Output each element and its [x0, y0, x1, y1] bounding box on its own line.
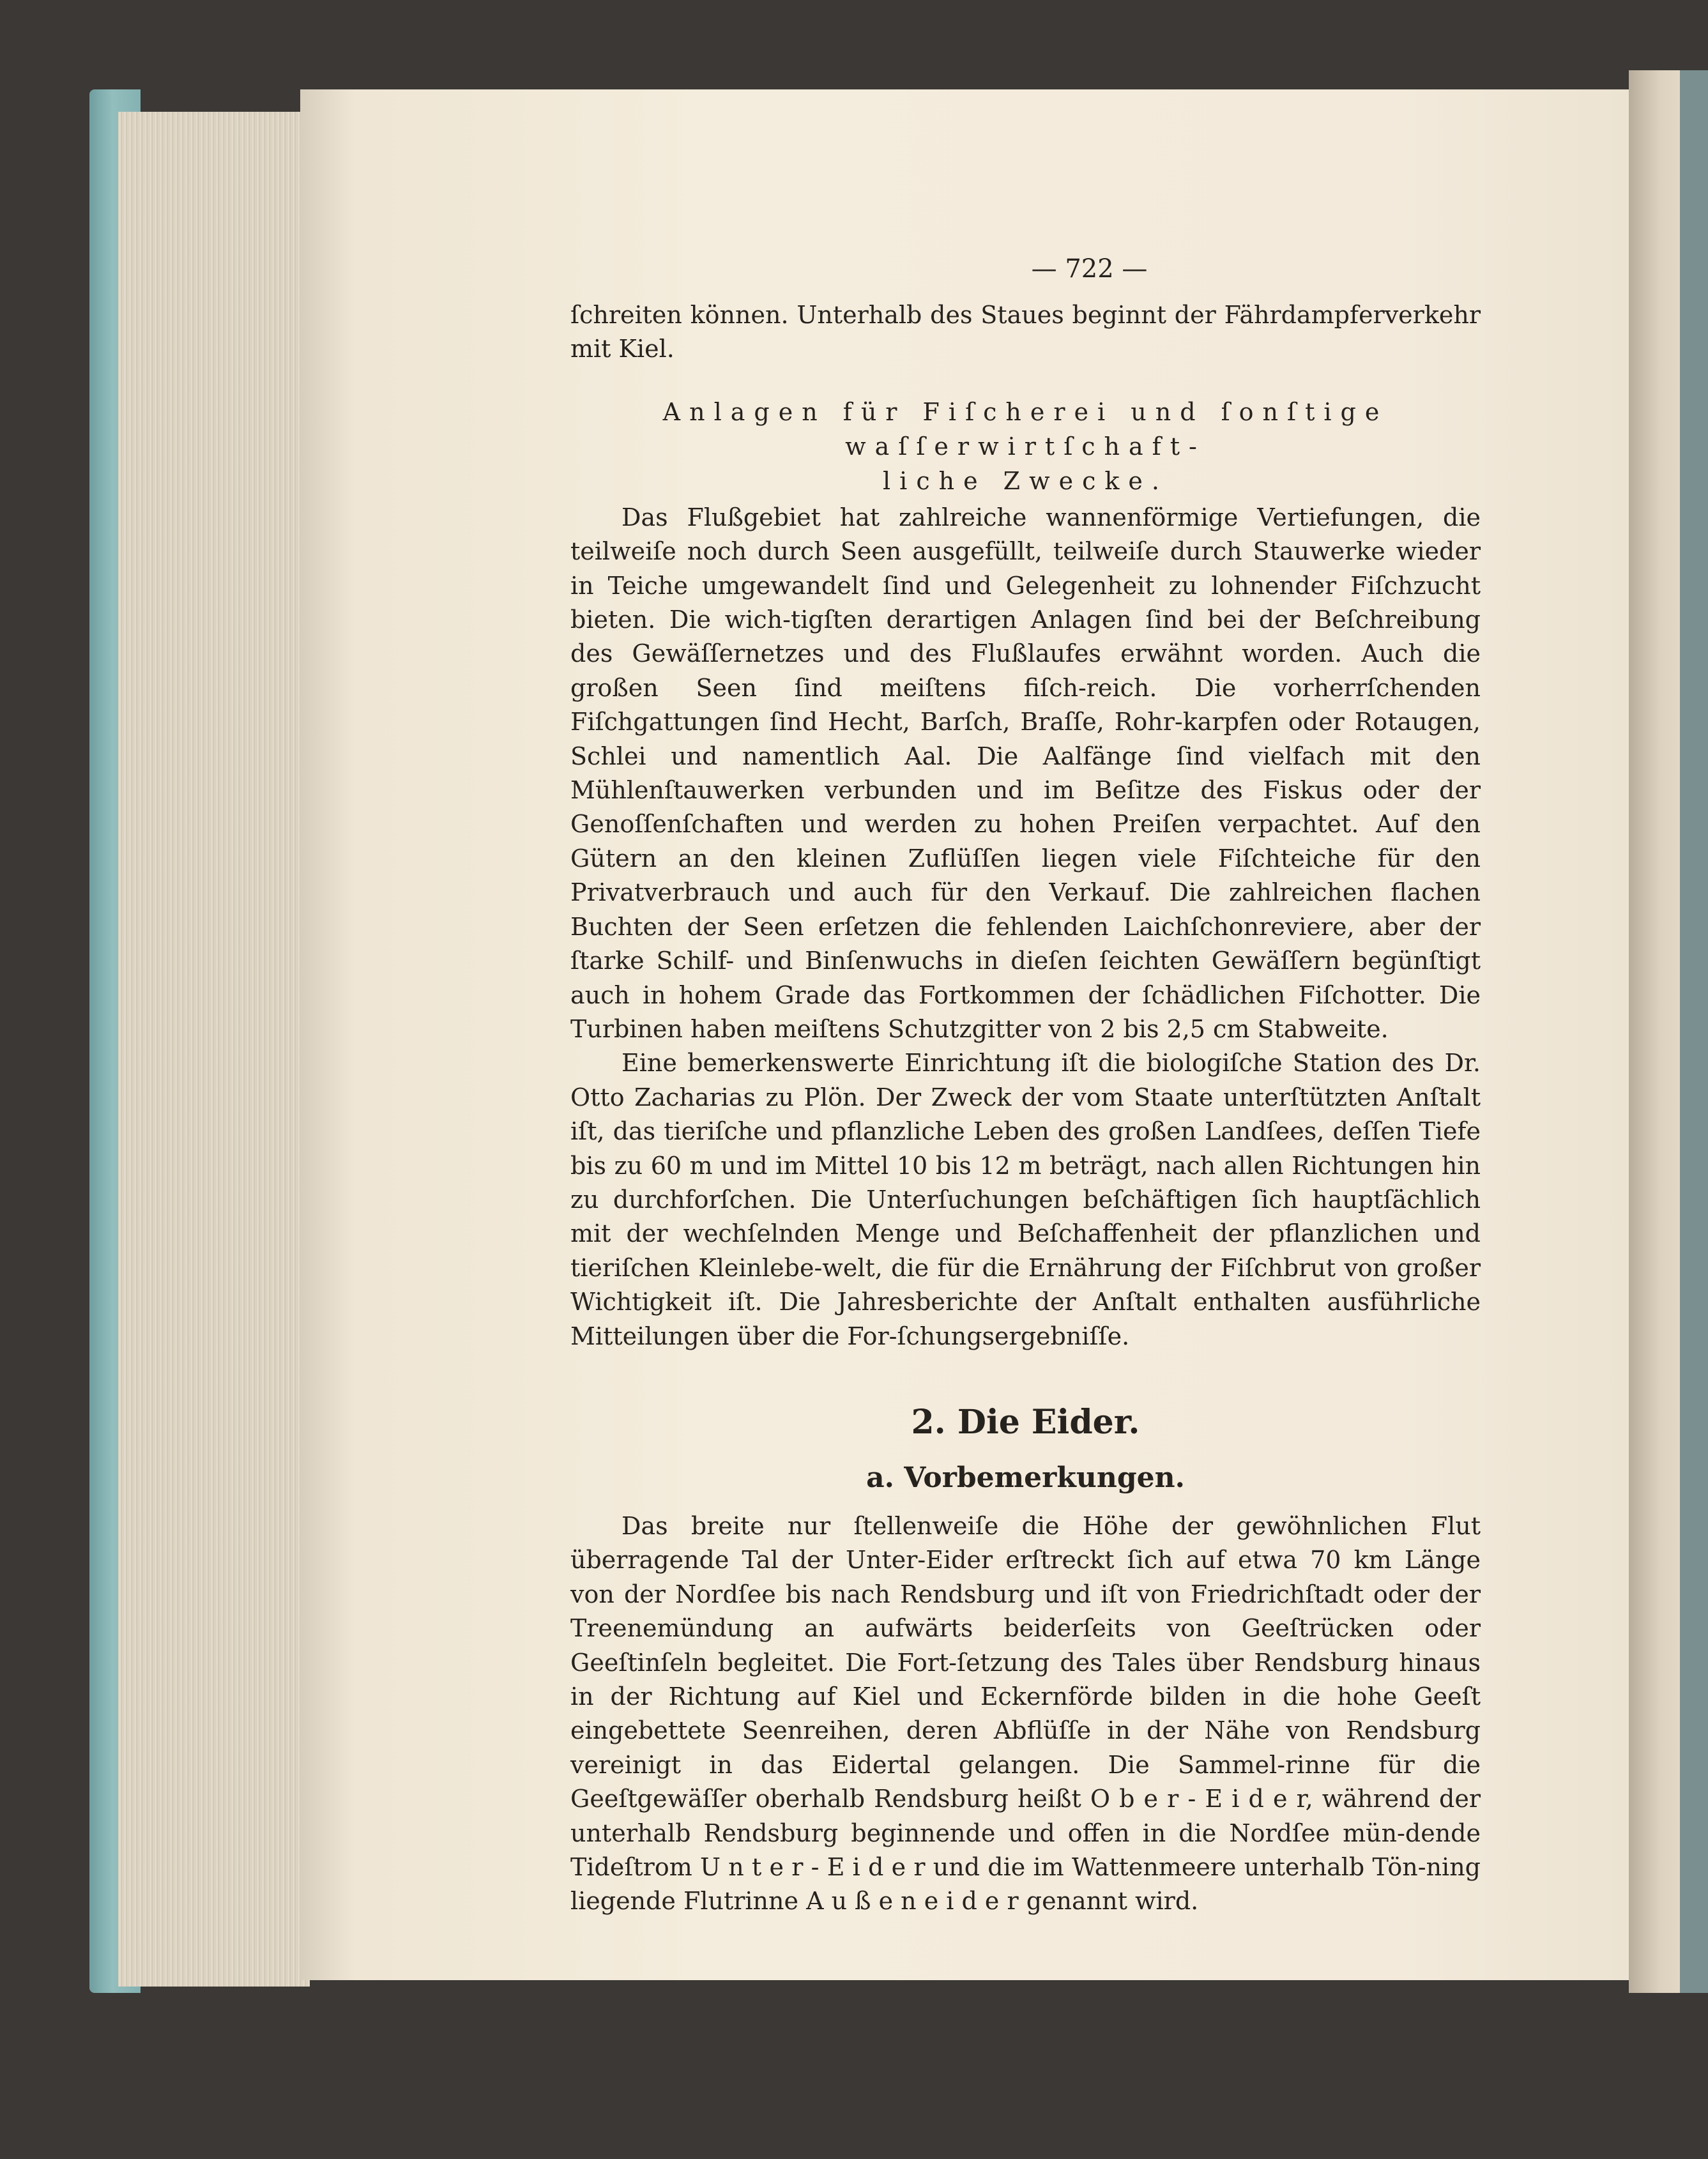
section-heading — [570, 395, 1481, 498]
chapter-heading: 2. Die Eider. — [911, 1402, 1140, 1442]
facing-page-edge — [1680, 70, 1708, 1993]
paragraph-fischerei-2: Eine bemerkenswerte Einrichtung iſt die biologiſche Station des Dr. Otto Zacharias zu Plön. Der Zweck der vom Staate unterſtützten Anſtalt iſt, das tieriſche und pflanzliche Leben des großen Landſees, deſſen Tiefe bis zu 60 m und im Mittel 10 bis 12 m beträgt, nach allen Richtungen hin zu durchforſchen. Die Unterſuchungen beſchäftigen ſich hauptſächlich mit der wechſelnden Menge und Beſchaffenheit der pflanzlichen und tieriſchen Kleinlebe-welt, die für die Ernährung der Fiſchbrut von großer Wichtigkeit iſt. Die Jahresberichte der Anſtalt enthalten ausführliche Mitteilungen über die For-ſchungsergebniſſe. — [570, 1049, 1481, 1350]
section-heading-line1: Anlagen für Fiſcherei und ſonſtige waſſerwirtſchaft- — [662, 397, 1389, 461]
page-edges — [118, 112, 310, 1987]
paragraph-fischerei-1: Das Flußgebiet hat zahlreiche wannenförmige Vertiefungen, die teilweiſe noch durch Seen ausgefüllt, teilweiſe durch Stauwerke wieder in Teiche umgewandelt ſind und Gelegenheit zu lohnender Fiſchzucht bieten. Die wich-tigſten derartigen Anlagen ſind bei der Beſchreibung des Gewäſſernetzes und des Flußlaufes erwähnt worden. Auch die großen Seen ſind meiſtens fiſch-reich. Die vorherrſchenden Fiſchgattungen ſind Hecht, Barſch, Braſſe, Rohr-karpfen oder Rotaugen, Schlei und namentlich Aal. Die Aalfänge ſind vielfach mit den Mühlenſtauwerken verbunden und im Beſitze des Fiskus oder der Genoſſenſchaften und werden zu hohen Preiſen verpachtet. Auf den Gütern an den kleinen Zuflüſſen liegen viele Fiſchteiche für den Privatverbrauch und auch für den Verkauf. Die zahlreichen flachen Buchten der Seen erſetzen die fehlenden Laichſchonreviere, aber der ſtarke Schilf- und Binſenwuchs in dieſen ſeichten Gewäſſern begünſtigt auch in hohem Grade das Fortkommen der ſchädlichen Fiſchotter. Die Turbinen haben meiſtens Schutzgitter von 2 bis 2,5 cm Stabweite. — [570, 503, 1481, 1043]
sub-heading: a. Vorbemerkungen. — [866, 1461, 1185, 1494]
intro-paragraph: ſchreiten können. Unterhalb des Staues beginnt der Fährdampferverkehr mit Kiel. — [570, 301, 1481, 363]
page-number: — 722 — — [1031, 254, 1148, 284]
section-heading-line2: liche Zwecke. — [883, 466, 1168, 495]
paragraph-eider: Das breite nur ſtellenweiſe die Höhe der gewöhnlichen Flut überragende Tal der Unter-Eider erſtreckt ſich auf etwa 70 km Länge von der Nordſee bis nach Rendsburg und iſt von Friedrichſtadt oder der Treenemündung an aufwärts beiderſeits von Geeſtrücken oder Geeſtinſeln begleitet. Die Fort-ſetzung des Tales über Rendsburg hinaus in der Richtung auf Kiel und Eckernförde bilden in die hohe Geeſt eingebettete Seenreihen, deren Abflüſſe in der Nähe von Rendsburg vereinigt in das Eidertal gelangen. Die Sammel-rinne für die Geeſtgewäſſer oberhalb Rendsburg heißt O b e r - E i d e r, während der unterhalb Rendsburg beginnende und offen in die Nordſee mün-dende Tideſtrom U n t e r - E i d e r und die im Wattenmeere unterhalb Tön-ning liegende Flutrinne A u ß e n e i d e r genannt wird. — [570, 1511, 1481, 1916]
page-text-block — [570, 252, 1481, 1919]
